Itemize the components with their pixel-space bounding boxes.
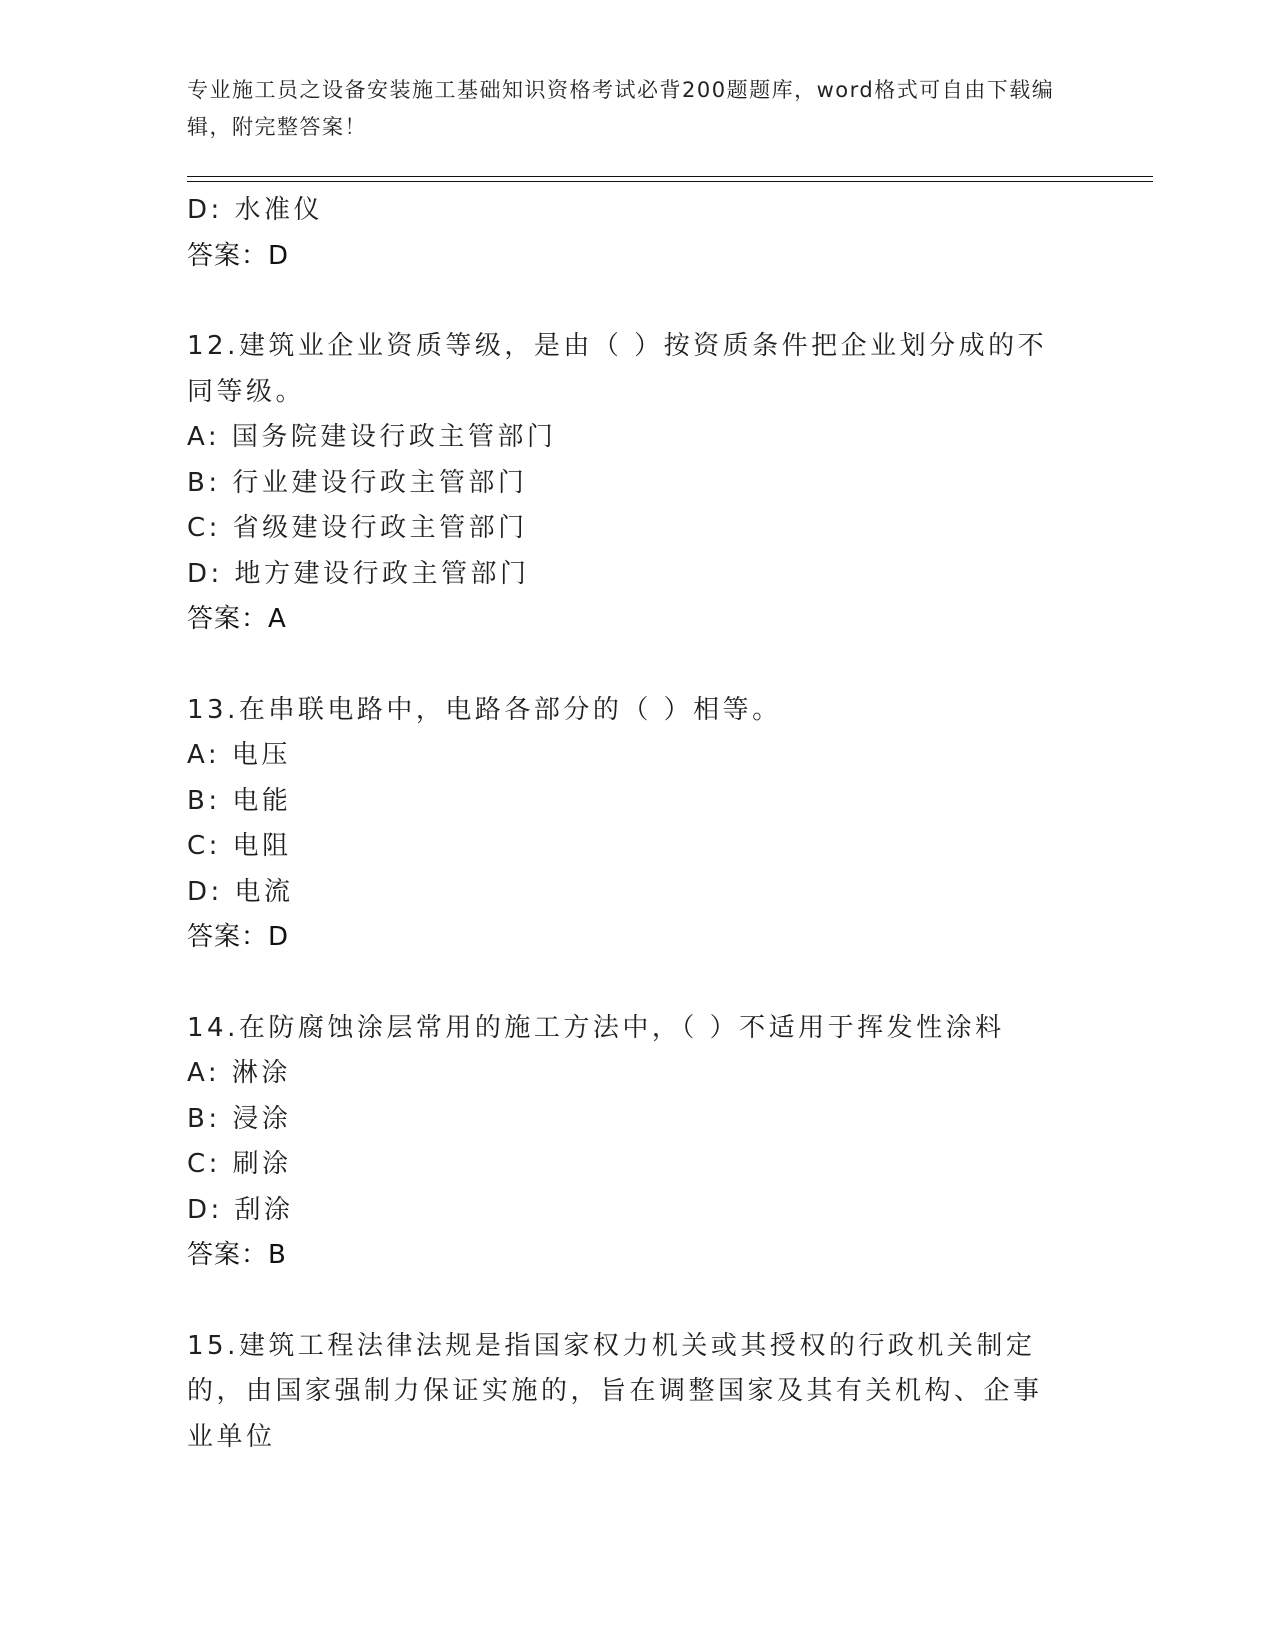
option-b: B: 浸涂: [187, 1103, 292, 1134]
question-stem: 12.建筑业企业资质等级，是由（ ）按资质条件把企业划分成的不同等级。: [187, 331, 1048, 407]
document-header: 专业施工员之设备安装施工基础知识资格考试必背200题题库，word格式可自由下载编辑，附完整答案！: [187, 78, 1055, 139]
option-c: C: 刷涂: [187, 1149, 292, 1179]
header-divider-top: [187, 176, 1153, 177]
question-stem: 14.在防腐蚀涂层常用的施工方法中，（ ）不适用于挥发性涂料: [187, 1012, 1005, 1043]
question-stem: 15.建筑工程法律法规是指国家权力机关或其授权的行政机关制定的，由国家强制力保证实施的，旨在调整国家及其有关机构、企事业单位: [187, 1330, 1043, 1452]
option-d: D: 地方建设行政主管部门: [187, 558, 530, 589]
answer: 答案：B: [187, 1240, 287, 1270]
answer: 答案：D: [187, 922, 290, 952]
option-a: A: 淋涂: [187, 1058, 291, 1088]
option-d: D: 刮涂: [187, 1194, 294, 1225]
header-divider-bottom: [187, 181, 1153, 182]
option-b: B: 行业建设行政主管部门: [187, 467, 528, 498]
document-body: [187, 188, 1067, 1460]
option-c: C: 电阻: [187, 831, 292, 861]
option-c: C: 省级建设行政主管部门: [187, 513, 528, 543]
question-13: [187, 688, 1067, 961]
question-12: [187, 324, 1067, 643]
option-b: B: 电能: [187, 785, 292, 816]
option-a: A: 国务院建设行政主管部门: [187, 422, 557, 452]
answer: 答案：D: [187, 240, 290, 271]
option-d: D: 水准仪: [187, 195, 324, 225]
answer: 答案：A: [187, 604, 287, 634]
question-14: [187, 1006, 1067, 1279]
question-11-tail: [187, 188, 1067, 279]
option-d: D: 电流: [187, 876, 294, 907]
question-stem: 13.在串联电路中，电路各部分的（ ）相等。: [187, 694, 782, 725]
question-15: [187, 1324, 1067, 1461]
option-a: A: 电压: [187, 740, 291, 770]
